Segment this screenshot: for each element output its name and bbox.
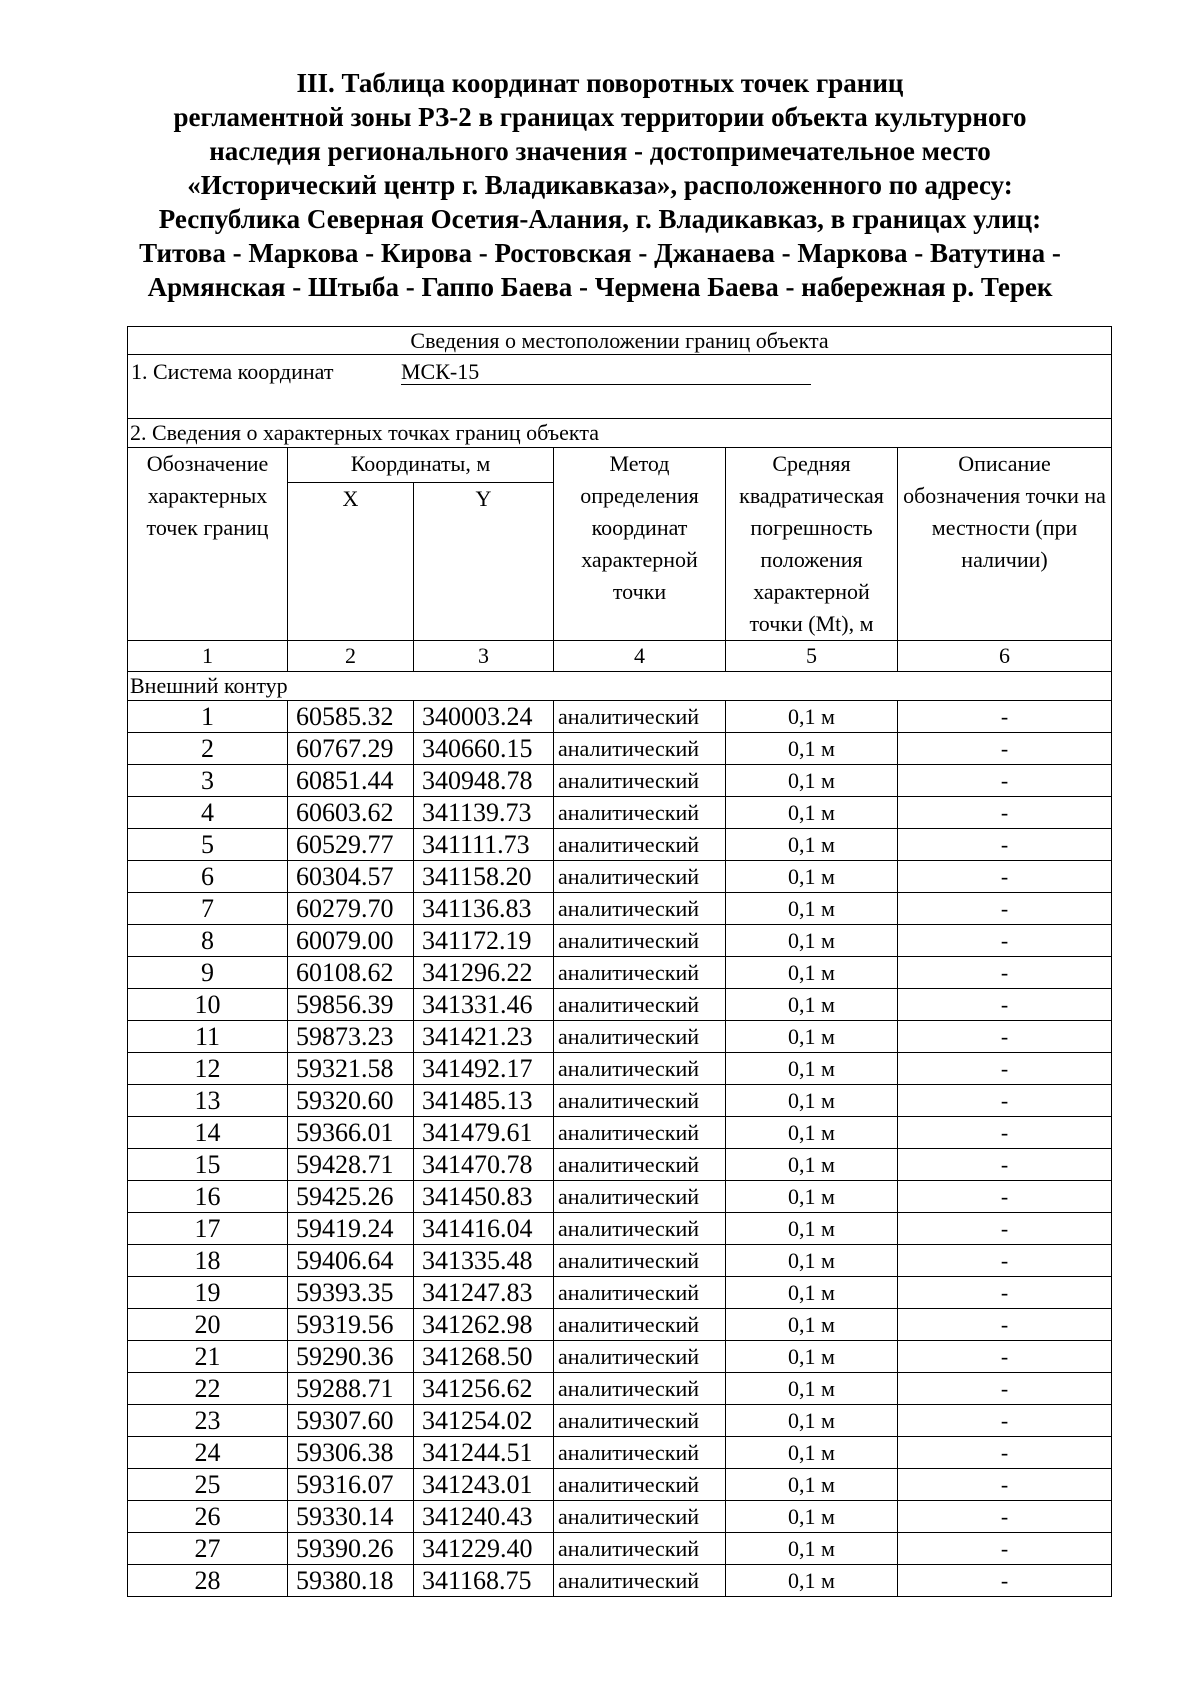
- y-coordinate-cell: 341158.20: [414, 861, 554, 893]
- y-coordinate-cell: 341485.13: [414, 1085, 554, 1117]
- contour-label: Внешний контур: [128, 672, 1112, 701]
- table-row: [128, 1149, 1112, 1181]
- method-cell: аналитический: [554, 925, 726, 957]
- table-row: [128, 1245, 1112, 1277]
- table-row: [128, 1373, 1112, 1405]
- error-cell: 0,1 м: [726, 1053, 898, 1085]
- y-coordinate-cell: 340660.15: [414, 733, 554, 765]
- x-coordinate-cell: 59366.01: [288, 1117, 414, 1149]
- table-row: [128, 733, 1112, 765]
- method-cell: аналитический: [554, 1533, 726, 1565]
- point-number-cell: 16: [128, 1181, 288, 1213]
- x-coordinate-cell: 59406.64: [288, 1245, 414, 1277]
- description-cell: -: [898, 733, 1112, 765]
- error-cell: 0,1 м: [726, 1149, 898, 1181]
- method-cell: аналитический: [554, 1021, 726, 1053]
- table-row: [128, 1469, 1112, 1501]
- x-coordinate-cell: 59307.60: [288, 1405, 414, 1437]
- method-cell: аналитический: [554, 1501, 726, 1533]
- y-coordinate-cell: 341172.19: [414, 925, 554, 957]
- table-row: [128, 701, 1112, 733]
- section-title: Сведения о местоположении границ объекта: [128, 327, 1112, 355]
- y-coordinate-cell: 341479.61: [414, 1117, 554, 1149]
- y-coordinate-cell: 341335.48: [414, 1245, 554, 1277]
- x-coordinate-cell: 59316.07: [288, 1469, 414, 1501]
- table-row: [128, 989, 1112, 1021]
- method-cell: аналитический: [554, 1149, 726, 1181]
- table-row: [128, 1053, 1112, 1085]
- x-coordinate-cell: 59288.71: [288, 1373, 414, 1405]
- error-cell: 0,1 м: [726, 861, 898, 893]
- method-cell: аналитический: [554, 797, 726, 829]
- x-coordinate-cell: 59306.38: [288, 1437, 414, 1469]
- column-number: 1: [128, 641, 288, 672]
- description-cell: -: [898, 1117, 1112, 1149]
- method-cell: аналитический: [554, 1245, 726, 1277]
- y-coordinate-cell: 341136.83: [414, 893, 554, 925]
- x-coordinate-cell: 59321.58: [288, 1053, 414, 1085]
- method-cell: аналитический: [554, 733, 726, 765]
- title-line: наследия регионального значения - достопримечательное место: [209, 136, 991, 166]
- description-cell: -: [898, 797, 1112, 829]
- title-line: III. Таблица координат поворотных точек границ: [296, 68, 904, 98]
- table-row: [128, 1277, 1112, 1309]
- y-coordinate-cell: 341296.22: [414, 957, 554, 989]
- error-cell: 0,1 м: [726, 989, 898, 1021]
- x-coordinate-cell: 59419.24: [288, 1213, 414, 1245]
- y-coordinate-cell: 341244.51: [414, 1437, 554, 1469]
- error-cell: 0,1 м: [726, 1341, 898, 1373]
- point-number-cell: 24: [128, 1437, 288, 1469]
- point-number-cell: 27: [128, 1533, 288, 1565]
- point-number-cell: 13: [128, 1085, 288, 1117]
- y-coordinate-cell: 340948.78: [414, 765, 554, 797]
- method-cell: аналитический: [554, 1437, 726, 1469]
- point-number-cell: 10: [128, 989, 288, 1021]
- method-cell: аналитический: [554, 861, 726, 893]
- method-cell: аналитический: [554, 989, 726, 1021]
- y-coordinate-cell: 341416.04: [414, 1213, 554, 1245]
- error-cell: 0,1 м: [726, 797, 898, 829]
- description-cell: -: [898, 861, 1112, 893]
- point-number-cell: 6: [128, 861, 288, 893]
- point-number-cell: 20: [128, 1309, 288, 1341]
- description-cell: -: [898, 1373, 1112, 1405]
- error-cell: 0,1 м: [726, 1501, 898, 1533]
- error-cell: 0,1 м: [726, 1085, 898, 1117]
- error-cell: 0,1 м: [726, 957, 898, 989]
- table-row: [128, 1213, 1112, 1245]
- x-coordinate-cell: 59428.71: [288, 1149, 414, 1181]
- table-row: [128, 1117, 1112, 1149]
- error-cell: 0,1 м: [726, 733, 898, 765]
- coord-system-label: 1. Система координат: [131, 359, 334, 384]
- method-cell: аналитический: [554, 1053, 726, 1085]
- method-cell: аналитический: [554, 1341, 726, 1373]
- error-cell: 0,1 м: [726, 1405, 898, 1437]
- error-cell: 0,1 м: [726, 1117, 898, 1149]
- description-cell: -: [898, 989, 1112, 1021]
- description-cell: -: [898, 1309, 1112, 1341]
- x-coordinate-cell: 59290.36: [288, 1341, 414, 1373]
- title-line: Армянская - Штыба - Гаппо Баева - Чермена Баева - набережная р. Терек: [147, 272, 1053, 302]
- point-number-cell: 21: [128, 1341, 288, 1373]
- description-cell: -: [898, 1501, 1112, 1533]
- table-row: [128, 1085, 1112, 1117]
- table-row: [128, 861, 1112, 893]
- column-number: 2: [288, 641, 414, 672]
- point-number-cell: 5: [128, 829, 288, 861]
- table-row: [128, 797, 1112, 829]
- point-number-cell: 28: [128, 1565, 288, 1597]
- table-row: [128, 1405, 1112, 1437]
- point-number-cell: 4: [128, 797, 288, 829]
- x-coordinate-cell: 59425.26: [288, 1181, 414, 1213]
- method-cell: аналитический: [554, 1117, 726, 1149]
- x-coordinate-cell: 60279.70: [288, 893, 414, 925]
- y-coordinate-cell: 341256.62: [414, 1373, 554, 1405]
- description-cell: -: [898, 957, 1112, 989]
- table-row: [128, 1437, 1112, 1469]
- column-number: 4: [554, 641, 726, 672]
- method-cell: аналитический: [554, 765, 726, 797]
- x-coordinate-cell: 60585.32: [288, 701, 414, 733]
- point-number-cell: 11: [128, 1021, 288, 1053]
- error-cell: 0,1 м: [726, 765, 898, 797]
- point-number-cell: 12: [128, 1053, 288, 1085]
- section2-title: 2. Сведения о характерных точках границ объекта: [128, 419, 1112, 448]
- y-coordinate-cell: 341331.46: [414, 989, 554, 1021]
- point-number-cell: 18: [128, 1245, 288, 1277]
- y-coordinate-cell: 341243.01: [414, 1469, 554, 1501]
- point-number-cell: 22: [128, 1373, 288, 1405]
- table-row: [128, 829, 1112, 861]
- point-number-cell: 23: [128, 1405, 288, 1437]
- x-coordinate-cell: 59856.39: [288, 989, 414, 1021]
- coord-system-value: МСК-15: [401, 360, 811, 385]
- description-cell: -: [898, 1405, 1112, 1437]
- description-cell: -: [898, 829, 1112, 861]
- y-coordinate-cell: 341421.23: [414, 1021, 554, 1053]
- y-coordinate-cell: 341470.78: [414, 1149, 554, 1181]
- method-cell: аналитический: [554, 1213, 726, 1245]
- method-cell: аналитический: [554, 1277, 726, 1309]
- table-row: [128, 1309, 1112, 1341]
- header-point: Обозначение характерных точек границ: [128, 448, 288, 641]
- table-row: [128, 925, 1112, 957]
- x-coordinate-cell: 60079.00: [288, 925, 414, 957]
- table-row: [128, 957, 1112, 989]
- method-cell: аналитический: [554, 1085, 726, 1117]
- point-number-cell: 25: [128, 1469, 288, 1501]
- description-cell: -: [898, 1469, 1112, 1501]
- point-number-cell: 8: [128, 925, 288, 957]
- error-cell: 0,1 м: [726, 893, 898, 925]
- header-x: X: [288, 482, 414, 640]
- header-error: Средняя квадратическая погрешность положения характерной точки (Mt), м: [726, 448, 898, 641]
- y-coordinate-cell: 341139.73: [414, 797, 554, 829]
- x-coordinate-cell: 60529.77: [288, 829, 414, 861]
- x-coordinate-cell: 60851.44: [288, 765, 414, 797]
- y-coordinate-cell: 341168.75: [414, 1565, 554, 1597]
- y-coordinate-cell: 341247.83: [414, 1277, 554, 1309]
- error-cell: 0,1 м: [726, 701, 898, 733]
- table-row: [128, 1181, 1112, 1213]
- x-coordinate-cell: 59873.23: [288, 1021, 414, 1053]
- point-number-cell: 2: [128, 733, 288, 765]
- x-coordinate-cell: 59393.35: [288, 1277, 414, 1309]
- table-row: [128, 1565, 1112, 1597]
- y-coordinate-cell: 341229.40: [414, 1533, 554, 1565]
- point-number-cell: 3: [128, 765, 288, 797]
- error-cell: 0,1 м: [726, 1469, 898, 1501]
- description-cell: -: [898, 1341, 1112, 1373]
- method-cell: аналитический: [554, 1565, 726, 1597]
- y-coordinate-cell: 341111.73: [414, 829, 554, 861]
- header-y: Y: [414, 482, 554, 640]
- point-number-cell: 26: [128, 1501, 288, 1533]
- description-cell: -: [898, 1213, 1112, 1245]
- error-cell: 0,1 м: [726, 1565, 898, 1597]
- y-coordinate-cell: 341240.43: [414, 1501, 554, 1533]
- point-number-cell: 7: [128, 893, 288, 925]
- method-cell: аналитический: [554, 1373, 726, 1405]
- point-number-cell: 15: [128, 1149, 288, 1181]
- title-line: «Исторический центр г. Владикавказа», расположенного по адресу:: [187, 170, 1013, 200]
- error-cell: 0,1 м: [726, 829, 898, 861]
- description-cell: -: [898, 1245, 1112, 1277]
- column-number: 6: [898, 641, 1112, 672]
- description-cell: -: [898, 1181, 1112, 1213]
- x-coordinate-cell: 60108.62: [288, 957, 414, 989]
- error-cell: 0,1 м: [726, 1437, 898, 1469]
- method-cell: аналитический: [554, 893, 726, 925]
- error-cell: 0,1 м: [726, 1533, 898, 1565]
- table-row: [128, 1021, 1112, 1053]
- x-coordinate-cell: 59320.60: [288, 1085, 414, 1117]
- y-coordinate-cell: 341262.98: [414, 1309, 554, 1341]
- title-line: регламентной зоны РЗ-2 в границах территории объекта культурного: [173, 102, 1027, 132]
- error-cell: 0,1 м: [726, 925, 898, 957]
- table-row: [128, 765, 1112, 797]
- description-cell: -: [898, 1149, 1112, 1181]
- y-coordinate-cell: 341268.50: [414, 1341, 554, 1373]
- title-line: Титова - Маркова - Кирова - Ростовская - Джанаева - Маркова - Ватутина -: [139, 238, 1061, 268]
- y-coordinate-cell: 340003.24: [414, 701, 554, 733]
- error-cell: 0,1 м: [726, 1181, 898, 1213]
- method-cell: аналитический: [554, 701, 726, 733]
- table-row: [128, 1501, 1112, 1533]
- y-coordinate-cell: 341450.83: [414, 1181, 554, 1213]
- error-cell: 0,1 м: [726, 1021, 898, 1053]
- x-coordinate-cell: 60767.29: [288, 733, 414, 765]
- coord-system-cell: [128, 355, 1112, 419]
- x-coordinate-cell: 59330.14: [288, 1501, 414, 1533]
- column-number: 5: [726, 641, 898, 672]
- point-number-cell: 1: [128, 701, 288, 733]
- description-cell: -: [898, 1277, 1112, 1309]
- x-coordinate-cell: 60304.57: [288, 861, 414, 893]
- method-cell: аналитический: [554, 1469, 726, 1501]
- x-coordinate-cell: 59390.26: [288, 1533, 414, 1565]
- description-cell: -: [898, 1021, 1112, 1053]
- column-number: 3: [414, 641, 554, 672]
- error-cell: 0,1 м: [726, 1245, 898, 1277]
- x-coordinate-cell: 60603.62: [288, 797, 414, 829]
- table-row: [128, 1341, 1112, 1373]
- method-cell: аналитический: [554, 957, 726, 989]
- description-cell: -: [898, 1565, 1112, 1597]
- method-cell: аналитический: [554, 1309, 726, 1341]
- description-cell: -: [898, 1437, 1112, 1469]
- coordinates-table: [127, 326, 1112, 1597]
- error-cell: 0,1 м: [726, 1373, 898, 1405]
- y-coordinate-cell: 341254.02: [414, 1405, 554, 1437]
- header-coords: Координаты, м: [288, 448, 554, 483]
- method-cell: аналитический: [554, 829, 726, 861]
- table-row: [128, 1533, 1112, 1565]
- point-number-cell: 19: [128, 1277, 288, 1309]
- document-title: [100, 66, 1100, 304]
- point-number-cell: 14: [128, 1117, 288, 1149]
- description-cell: -: [898, 1085, 1112, 1117]
- table-row: [128, 893, 1112, 925]
- header-description: Описание обозначения точки на местности (при наличии): [898, 448, 1112, 641]
- description-cell: -: [898, 701, 1112, 733]
- description-cell: -: [898, 765, 1112, 797]
- error-cell: 0,1 м: [726, 1309, 898, 1341]
- description-cell: -: [898, 893, 1112, 925]
- method-cell: аналитический: [554, 1405, 726, 1437]
- method-cell: аналитический: [554, 1181, 726, 1213]
- x-coordinate-cell: 59380.18: [288, 1565, 414, 1597]
- point-number-cell: 9: [128, 957, 288, 989]
- error-cell: 0,1 м: [726, 1277, 898, 1309]
- header-method: Метод определения координат характерной точки: [554, 448, 726, 641]
- description-cell: -: [898, 1533, 1112, 1565]
- title-line: Республика Северная Осетия-Алания, г. Владикавказ, в границах улиц:: [158, 204, 1042, 234]
- description-cell: -: [898, 1053, 1112, 1085]
- description-cell: -: [898, 925, 1112, 957]
- point-number-cell: 17: [128, 1213, 288, 1245]
- error-cell: 0,1 м: [726, 1213, 898, 1245]
- y-coordinate-cell: 341492.17: [414, 1053, 554, 1085]
- x-coordinate-cell: 59319.56: [288, 1309, 414, 1341]
